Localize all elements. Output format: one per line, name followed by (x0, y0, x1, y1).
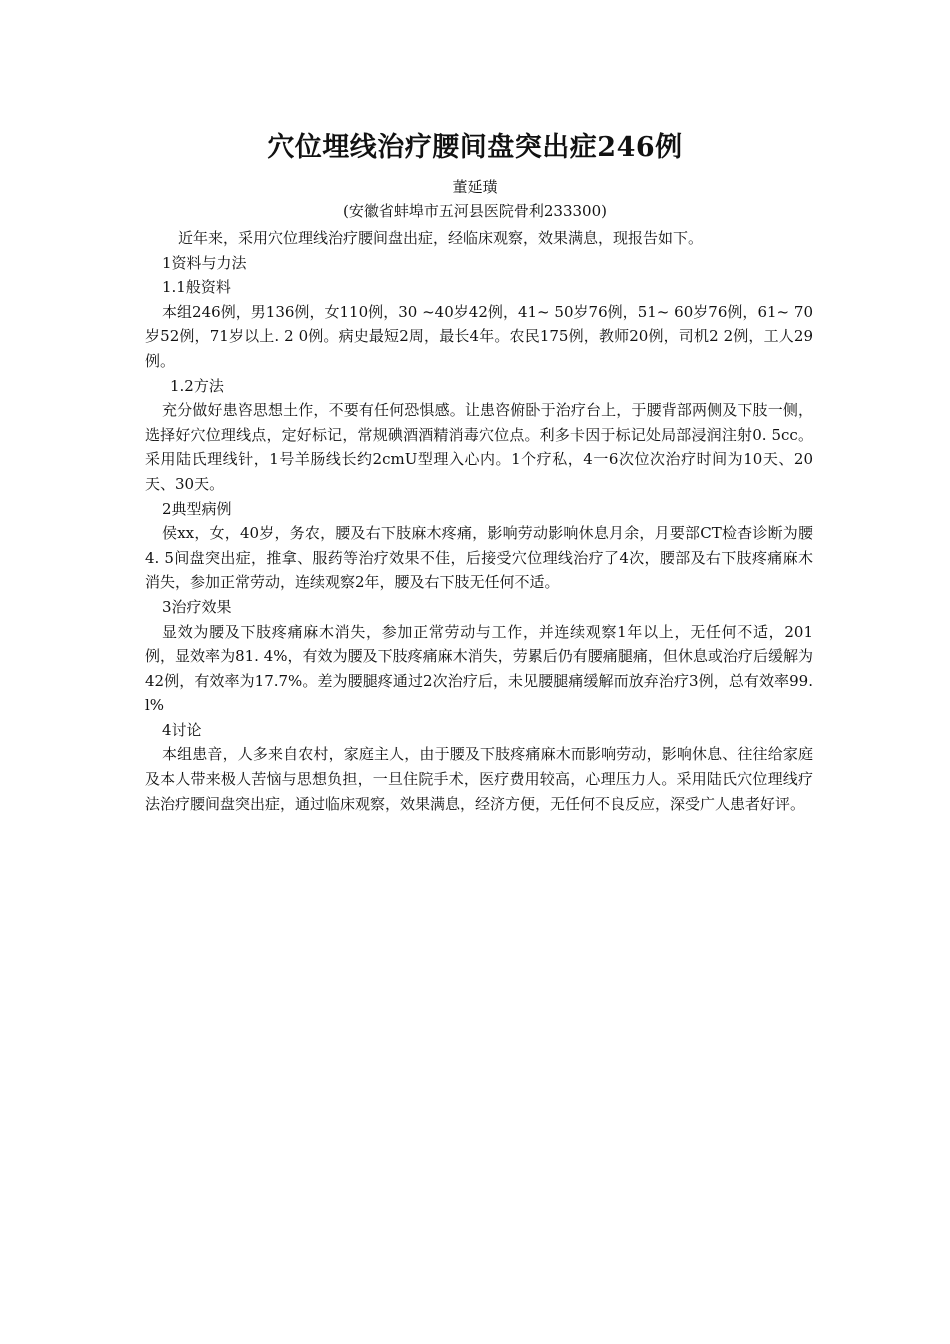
article-title: 穴位埋线治疗腰间盘突出症246例 (267, 132, 683, 163)
section-2-paragraph: 侯xx，女，40岁，务农，腰及右下肢麻木疼痛，影响劳动影响休息月余，月要部CT检杳诊断为腰4. 5间盘突出症，推拿、服药等治疗效果不佳，后接受穴位理线治疗了4次，腰部及右下肢疼痛麻木消失，参加正常劳动，连续观察2年，腰及右下肢无任何不适。 (145, 524, 813, 592)
section-1-1-paragraph: 本组246例，男136例，女110例，30 ~40岁42例，41~ 50岁76例，51~ 60岁76例，61~ 70岁52例，71岁以上. 2 0例。病史最短2周，最长4年。农民175例，教师20例，司机2 2例，工人29例。 (145, 302, 813, 370)
section-4-heading: 4讨论 (162, 720, 202, 739)
article-body (145, 226, 813, 816)
section-1-1-heading: 1.1般资料 (162, 278, 231, 297)
section-1-heading: 1资料与力法 (162, 253, 247, 272)
section-1-2-paragraph: 充分做好患咨思想土作，不要有任何恐惧感。让患咨俯卧于治疗台上，于腰背部两侧及下肢一侧，选择好穴位理线点，定好标记，常规碘酒酒精消毒穴位点。利多卡因于标记处局部浸润注射0. 5cc。采用陆氏理线针，1号羊肠线长约2cmU型理入心内。1个疗私，4一6次位次治疗时间为10天、20天、30天。 (145, 401, 813, 493)
section-3-paragraph: 显效为腰及下肢疼痛麻木消失，参加正常劳动与工作，并连续观察1年以上，无任何不适，201例，显效率为81. 4%，有效为腰及下肢疼痛麻木消失，劳累后仍有腰痛腿痛，但休息或治疗后缓解为42例，有效率为17.7%。差为腰腿疼通过2次治疗后，未见腰腿痛缓解而放弃治疗3例，总有效率99. l% (145, 622, 813, 715)
author-affiliation: (安徽省蚌埠市五河县医院骨利233300) (343, 202, 607, 220)
section-2-heading: 2典型病例 (162, 499, 232, 518)
intro-paragraph: 近年来，采用穴位理线治疗腰间盘出症，经临床观察，效果满息，现报告如下。 (178, 229, 704, 247)
section-4-paragraph: 本组患音，人多来自农村，家庭主人，由于腰及下肢疼痛麻木而影响劳动，影响休息、往往给家庭及本人带来极人苦恼与思想负担，一旦住院手术，医疗费用较高，心理压力人。采用陆氏穴位理线疗法治疗腰间盘突出症，通过临床观察，效果满息，经济方便，无任何不良反应，深受广人患者好评。 (145, 745, 813, 813)
author-name: 董延璜 (452, 178, 498, 196)
section-3-heading: 3治疗效果 (162, 597, 232, 616)
section-1-2-heading: 1.2方法 (170, 376, 224, 395)
